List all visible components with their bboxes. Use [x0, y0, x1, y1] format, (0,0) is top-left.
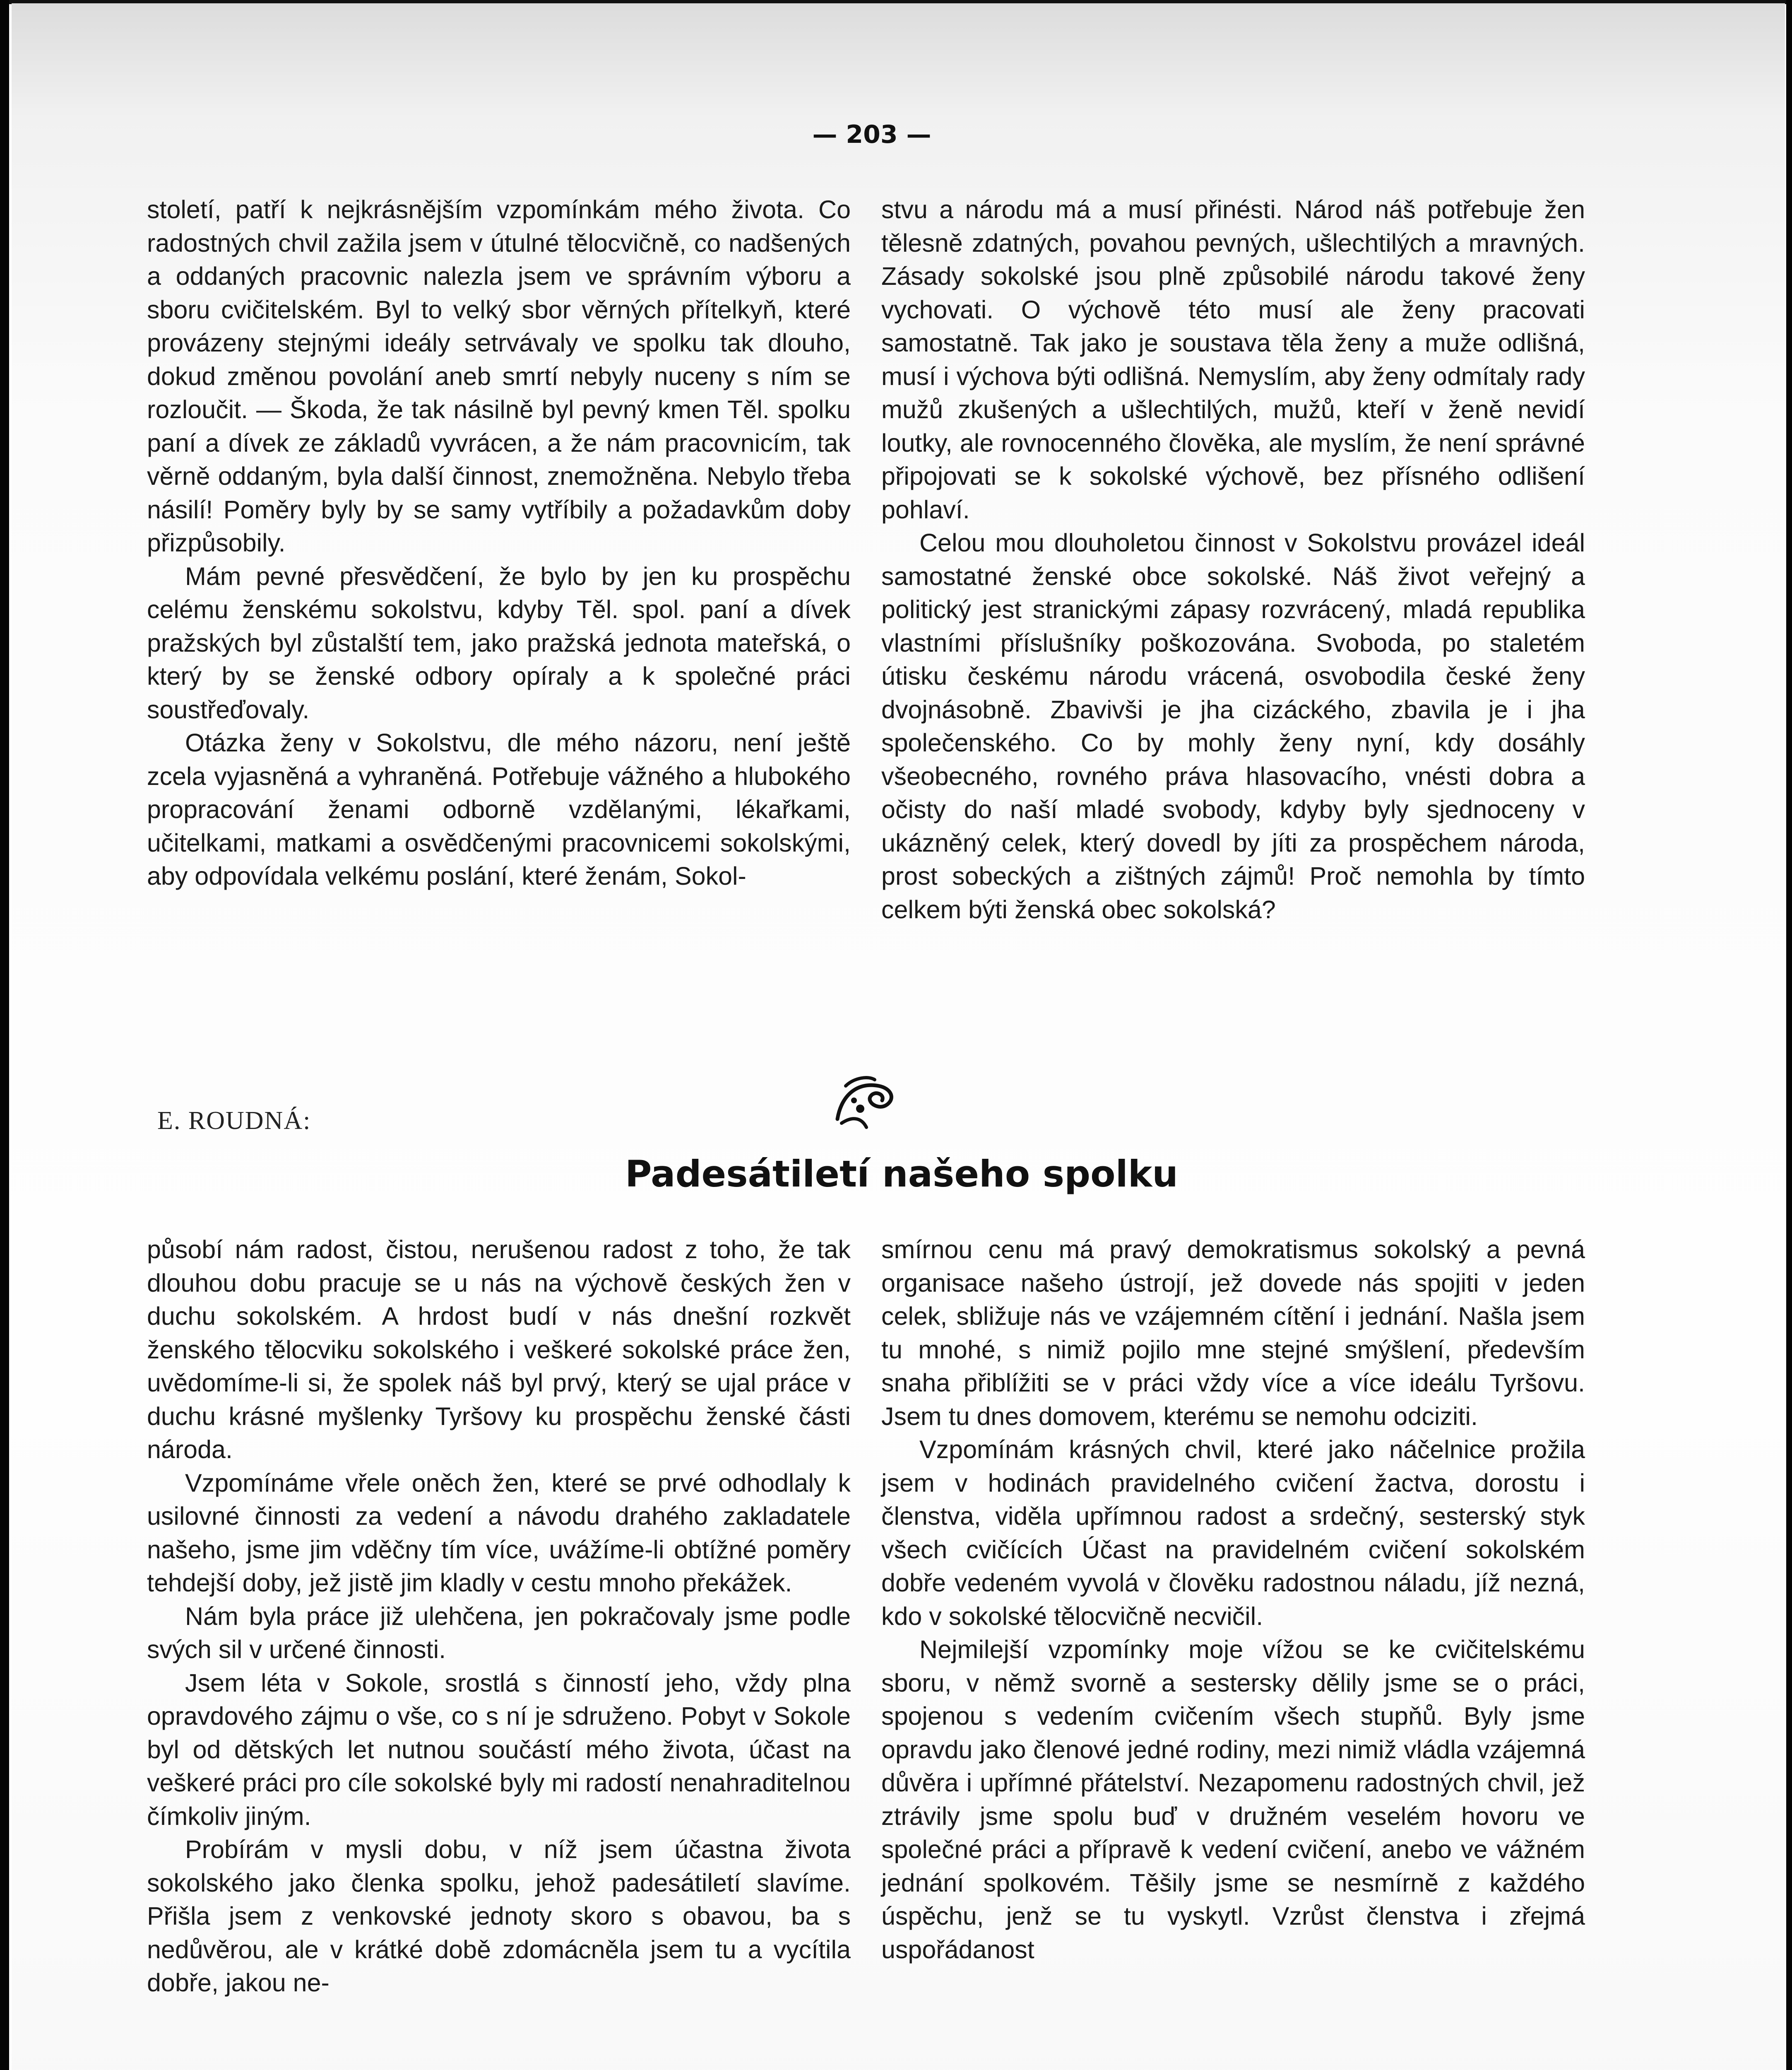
paragraph: Vzpomínám krásných chvil, které jako náčelnice prožila jsem v hodinách pravidelného cvičení žactva, dorostu i členstva, viděla upřímnou radost a srdečný, sesterský styk všech cvičících Účast na pravidelném cvičení sokolském dobře vedeném vyvolá v člověku radostnou náladu, jíž nezná, kdo v sokolské tělocvičně necvičil. [881, 1435, 1585, 1630]
paragraph: Vzpomínáme vřele oněch žen, které se prvé odhodlaly k usilovné činnosti za vedení a návodu drahého zakladatele našeho, jsme jim vděčny tím více, uvážíme-li obtížné poměry tehdejší doby, jež jistě jim kladly v cestu mnoho překážek. [147, 1468, 851, 1597]
scan-left-border [0, 0, 9, 2070]
floral-ornament-icon [829, 1069, 900, 1131]
article-title: Padesátiletí našeho spolku [625, 1153, 1178, 1195]
scan-right-border [1786, 0, 1792, 2070]
page-scan [12, 3, 1785, 2070]
paragraph: Nám byla práce již ulehčena, jen pokračovaly jsme podle svých sil v určené činnosti. [147, 1602, 851, 1663]
page-number: — 203 — [812, 120, 931, 149]
paragraph: Probírám v mysli dobu, v níž jsem účastna života sokolského jako členka spolku, jehož padesátiletí slavíme. Přišla jsem z venkovské jednoty skoro s obavou, ba s nedůvěrou, ale v krátké době zdomácněla jsem tu a vycítila dobře, jakou ne- [147, 1835, 851, 1997]
paragraph: smírnou cenu má pravý demokratismus sokolský a pevná organisace našeho ústrojí, jež dovede nás spojiti v jeden celek, sbližuje nás ve vzájemném cítění i jednání. Našla jsem tu mnohé, s nimiž pojilo mne stejné smýšlení, především snaha přiblížiti se v práci vždy více a více ideálu Tyršovu. Jsem tu dnes domovem, kterému se nemohu odciziti. [881, 1235, 1585, 1430]
paragraph: Celou mou dlouholetou činnost v Sokolstvu provázel ideál samostatné ženské obce sokolské. Náš život veřejný a politický jest stranickými zápasy rozvrácený, mladá republika vlastními příslušníky poškozována. Svoboda, po staletém útisku českému národu vrácená, osvobodila české ženy dvojnásobně. Zbavivši je jha cizáckého, zbavila je i jha společenského. Co by mohly ženy nyní, kdy dosáhly všeobecného, rovného práva hlasovacího, vnésti dobra a očisty do naší mladé svobody, kdyby byly sjednoceny v ukázněný celek, který dovedl by jíti za prospěchem národa, prost sobeckých a zištných zájmů! Proč nemohla by tímto celkem býti ženská obec sokolská? [881, 529, 1585, 924]
paragraph: Mám pevné přesvědčení, že bylo by jen ku prospěchu celému ženskému sokolstvu, kdyby Těl. spol. paní a dívek pražských byl zůstalští tem, jako pražská jednota mateřská, o který by se ženské odbory opíraly a k společné práci soustřeďovaly. [147, 562, 851, 724]
paragraph: Jsem léta v Sokole, srostlá s činností jeho, vždy plna opravdového zájmu o vše, co s ní je sdruženo. Pobyt v Sokole byl od dětských let nutnou součástí mého života, účast na veškeré práci pro cíle sokolské byly mi radostí nenahraditelnou čímkoliv jiným. [147, 1668, 851, 1830]
column-top-left [147, 193, 851, 893]
paragraph: Nejmilejší vzpomínky moje vížou se ke cvičitelskému sboru, v němž svorně a sestersky dělily jsme se o práci, spojenou s vedením cvičením všech stupňů. Byly jsme opravdu jako členové jedné rodiny, mezi nimiž vládla vzájemná důvěra i upřímné přátelství. Nezapomenu radostných chvil, jež ztrávily jsme spolu buď v družném veselém hovoru ve společné práci a přípravě k vedení cvičení, anebo ve vážném jednání spolkovém. Těšily jsme se nesmírně z každého úspěchu, jenž se tu vyskytl. Vzrůst členstva i zřejmá uspořádanost [881, 1635, 1585, 1964]
paragraph: Otázka ženy v Sokolstvu, dle mého názoru, není ještě zcela vyjasněná a vyhraněná. Potřebuje vážného a hlubokého propracování ženami odborně vzdělanými, lékařkami, učitelkami, matkami a osvědčenými pracovnicemi sokolskými, aby odpovídala velkému poslání, které ženám, Sokol- [147, 729, 851, 890]
paragraph: působí nám radost, čistou, nerušenou radost z toho, že tak dlouhou dobu pracuje se u nás na výchově českých žen v duchu sokolském. A hrdost budí v nás dnešní rozkvět ženského tělocviku sokolského i veškeré sokolské práce žen, uvědomíme-li si, že spolek náš byl prvý, který se ujal práce v duchu krásné myšlenky Tyršovy ku prospěchu ženské části národa. [147, 1235, 851, 1463]
paragraph: stvu a národu má a musí přinésti. Národ náš potřebuje žen tělesně zdatných, povahou pevných, ušlechtilých a mravných. Zásady sokolské jsou plně způsobilé národu takové ženy vychovati. O výchově této musí ale ženy pracovati samostatně. Tak jako je soustava těla ženy a muže odlišná, musí i výchova býti odlišná. Nemyslím, aby ženy odmítaly rady mužů zkušených a ušlechtilých, mužů, kteří v ženě nevidí loutky, ale rovnocenného člověka, ale myslím, že není správné připojovati se k sokolské výchově, bez přísného odlišení pohlaví. [881, 195, 1585, 524]
column-bottom-right [881, 1233, 1585, 1966]
column-bottom-left [147, 1233, 851, 2000]
paragraph: století, patří k nejkrásnějším vzpomínkám mého života. Co radostných chvil zažila jsem v útulné tělocvičně, co nadšených a oddaných pracovnic nalezla jsem ve správním výboru a sboru cvičitelském. Byl to velký sbor věrných přítelkyň, které provázeny stejnými ideály setrvávaly ve spolku tak dlouho, dokud změnou povolání aneb smrtí nebyly nuceny s ním se rozloučit. — Škoda, že tak násilně byl pevný kmen Těl. spolku paní a dívek ze základů vyvrácen, a že nám pracovnicím, tak věrně oddaným, byla další činnost, znemožněna. Nebylo třeba násilí! Poměry byly by se samy vytříbily a požadavkům doby přizpůsobily. [147, 195, 851, 557]
column-top-right [881, 193, 1585, 926]
article-author: E. ROUDNÁ: [157, 1107, 311, 1135]
